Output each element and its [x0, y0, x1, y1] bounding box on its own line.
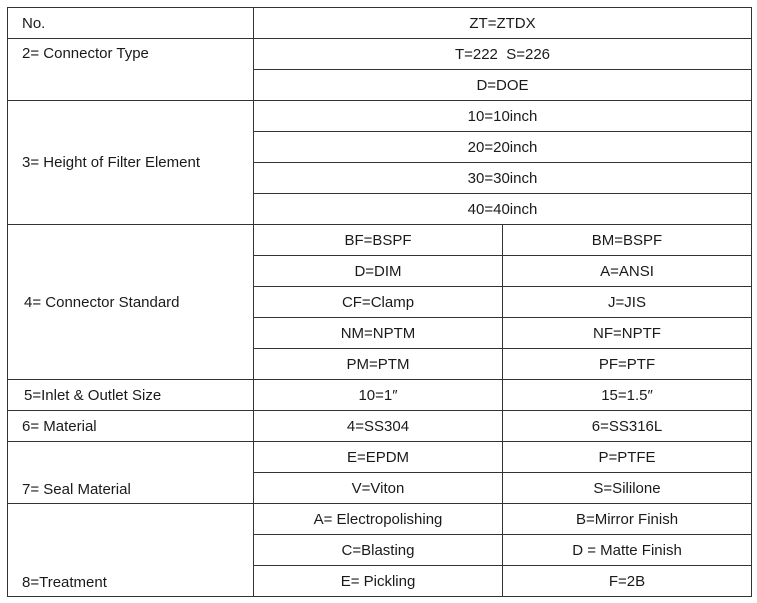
connector-standard-option: NF=NPTF	[503, 318, 752, 349]
connector-standard-option: D=DIM	[254, 256, 503, 287]
seal-option: S=Sililone	[503, 473, 752, 504]
material-option: 4=SS304	[254, 411, 503, 442]
table-row	[8, 101, 752, 132]
row-label-connector-type: 2= Connector Type	[8, 39, 254, 101]
material-option: 6=SS316L	[503, 411, 752, 442]
table-row	[8, 380, 752, 411]
connector-type-option: D=DOE	[254, 70, 752, 101]
connector-standard-option: CF=Clamp	[254, 287, 503, 318]
connector-standard-option: NM=NPTM	[254, 318, 503, 349]
height-option: 10=10inch	[254, 101, 752, 132]
table-row	[8, 39, 752, 70]
seal-option: P=PTFE	[503, 442, 752, 473]
size-option: 15=1.5″	[503, 380, 752, 411]
height-option: 40=40inch	[254, 194, 752, 225]
table-row	[8, 504, 752, 535]
height-option: 30=30inch	[254, 163, 752, 194]
treatment-option: F=2B	[503, 566, 752, 597]
specification-table	[7, 7, 752, 597]
row-label-material: 6= Material	[8, 411, 254, 442]
connector-standard-option: PF=PTF	[503, 349, 752, 380]
seal-option: E=EPDM	[254, 442, 503, 473]
treatment-option: C=Blasting	[254, 535, 503, 566]
treatment-option: A= Electropolishing	[254, 504, 503, 535]
connector-type-option: T=222 S=226	[254, 39, 752, 70]
table-row	[8, 411, 752, 442]
table-row	[8, 225, 752, 256]
table-row	[8, 8, 752, 39]
connector-standard-option: BF=BSPF	[254, 225, 503, 256]
seal-option: V=Viton	[254, 473, 503, 504]
connector-standard-option: PM=PTM	[254, 349, 503, 380]
model-code-cell: ZT=ZTDX	[254, 8, 752, 39]
row-label-seal-material: 7= Seal Material	[8, 442, 254, 504]
treatment-option: B=Mirror Finish	[503, 504, 752, 535]
row-label-height: 3= Height of Filter Element	[8, 101, 254, 225]
treatment-option: E= Pickling	[254, 566, 503, 597]
height-option: 20=20inch	[254, 132, 752, 163]
row-label-no: No.	[8, 8, 254, 39]
table-row	[8, 442, 752, 473]
row-label-size: 5=Inlet & Outlet Size	[8, 380, 254, 411]
row-label-connector-standard: 4= Connector Standard	[8, 225, 254, 380]
connector-standard-option: A=ANSI	[503, 256, 752, 287]
size-option: 10=1″	[254, 380, 503, 411]
connector-standard-option: BM=BSPF	[503, 225, 752, 256]
connector-standard-option: J=JIS	[503, 287, 752, 318]
treatment-option: D = Matte Finish	[503, 535, 752, 566]
row-label-treatment: 8=Treatment	[8, 504, 254, 597]
